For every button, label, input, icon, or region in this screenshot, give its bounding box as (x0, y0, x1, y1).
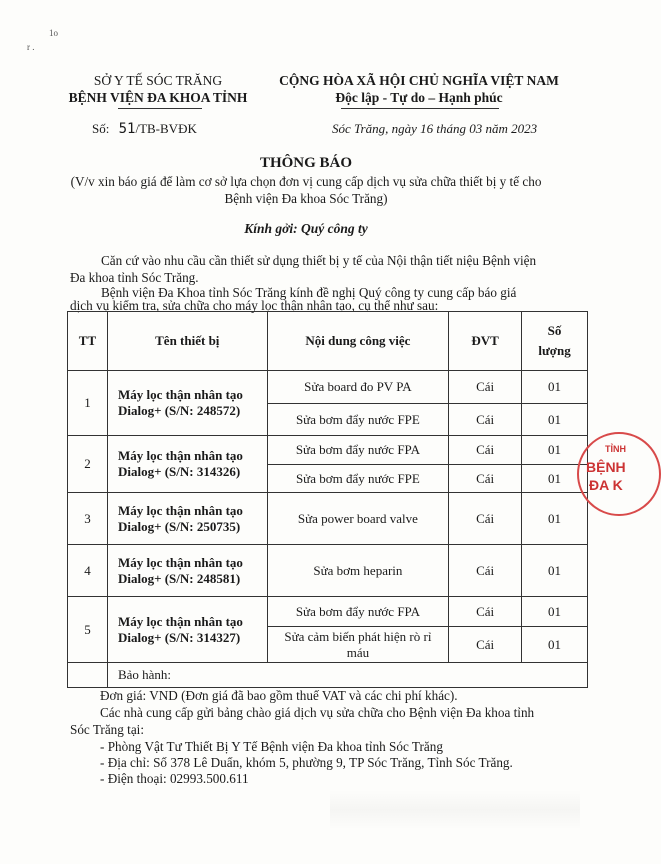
salutation: Kính gởi: Quý công ty (244, 221, 368, 236)
warranty-label: Bảo hành: (107, 663, 587, 688)
motto: Độc lập - Tự do – Hạnh phúc (335, 90, 503, 105)
row-number: 5 (68, 597, 108, 663)
task-qty: 01 (522, 597, 588, 627)
task-qty: 01 (522, 493, 588, 545)
subtitle-line2: Bệnh viện Đa khoa Sóc Trăng) (224, 191, 388, 206)
para1-line1: Căn cứ vào nhu cầu cần thiết sử dụng thiết bị y tế của Nội thận tiết niệu Bệnh viện (101, 253, 537, 268)
task-qty: 01 (522, 371, 588, 404)
para2-line1: Bệnh viện Đa Khoa tỉnh Sóc Trăng kính đề nghị Quý công ty cung cấp báo giá (101, 285, 517, 300)
header-device: Tên thiết bị (107, 312, 267, 371)
device-name: Máy lọc thận nhân tạo Dialog+ (S/N: 248572) (107, 371, 267, 436)
task-content: Sửa bơm đẩy nước FPA (267, 436, 449, 465)
bleed-through-shadow (330, 790, 580, 830)
contact-department: - Phòng Vật Tư Thiết Bị Y Tế Bệnh viện Đa khoa tỉnh Sóc Trăng (100, 739, 443, 754)
contact-phone: - Điện thoại: 02993.500.611 (100, 771, 249, 786)
table-row (68, 597, 588, 627)
hospital-name: BỆNH VIỆN ĐA KHOA TỈNH (68, 90, 248, 105)
right-header-underline (341, 108, 499, 109)
task-unit: Cái (449, 371, 522, 404)
task-content: Sửa cảm biến phát hiện rò rỉ máu (267, 627, 449, 663)
task-qty: 01 (522, 627, 588, 663)
document-title: THÔNG BÁO (259, 155, 353, 171)
row-number: 1 (68, 371, 108, 436)
task-unit: Cái (449, 597, 522, 627)
country-name: CỘNG HÒA XÃ HỘI CHỦ NGHĨA VIỆT NAM (279, 73, 559, 88)
document-number: Số: 51/TB-BVĐK (92, 121, 197, 137)
para1-line2: Đa khoa tỉnh Sóc Trăng. (70, 270, 199, 285)
warranty-row (68, 663, 588, 688)
repair-table (67, 311, 588, 688)
header-qty: Số lượng (522, 312, 588, 371)
submit-line1: Các nhà cung cấp gửi bảng chào giá dịch vụ sửa chữa cho Bệnh viện Đa khoa tỉnh (100, 705, 535, 720)
task-qty: 01 (522, 545, 588, 597)
table-row (68, 436, 588, 465)
left-header-underline (118, 108, 202, 109)
task-content: Sửa board đo PV PA (267, 371, 449, 404)
table-row (68, 371, 588, 404)
task-qty: 01 (522, 465, 588, 493)
device-name: Máy lọc thận nhân tạo Dialog+ (S/N: 250735) (107, 493, 267, 545)
device-name: Máy lọc thận nhân tạo Dialog+ (S/N: 248581) (107, 545, 267, 597)
row-number: 3 (68, 493, 108, 545)
para2-line2: dịch vụ kiểm tra, sửa chữa cho máy lọc thận nhân tạo, cụ thể như sau: (70, 298, 439, 313)
table-header-row (68, 312, 588, 371)
task-unit: Cái (449, 627, 522, 663)
contact-address: - Địa chỉ: Số 378 Lê Duẩn, khóm 5, phường 9, TP Sóc Trăng, Tỉnh Sóc Trăng. (100, 755, 513, 770)
header-content: Nội dung công việc (267, 312, 449, 371)
task-unit: Cái (449, 493, 522, 545)
red-stamp: TỈNH BỆNH ĐA K (577, 432, 661, 516)
table-row (68, 545, 588, 597)
task-unit: Cái (449, 465, 522, 493)
task-content: Sửa bơm heparin (267, 545, 449, 597)
submit-line2: Sóc Trăng tại: (70, 722, 145, 737)
task-unit: Cái (449, 436, 522, 465)
task-unit: Cái (449, 545, 522, 597)
device-name: Máy lọc thận nhân tạo Dialog+ (S/N: 314326) (107, 436, 267, 493)
handwritten-number: 51 (118, 121, 136, 137)
task-unit: Cái (449, 404, 522, 436)
row-number: 2 (68, 436, 108, 493)
device-name: Máy lọc thận nhân tạo Dialog+ (S/N: 314327) (107, 597, 267, 663)
subtitle-line1: (V/v xin báo giá để làm cơ sở lựa chọn đơn vị cung cấp dịch vụ sửa chữa thiết bị y tế cho (70, 174, 542, 189)
header-unit: ĐVT (449, 312, 522, 371)
task-qty: 01 (522, 436, 588, 465)
header-tt: TT (68, 312, 108, 371)
task-content: Sửa bơm đẩy nước FPA (267, 597, 449, 627)
ministry-name: SỞ Y TẾ SÓC TRĂNG (93, 73, 223, 88)
unit-price-note: Đơn giá: VND (Đơn giá đã bao gồm thuế VAT và các chi phí khác). (100, 688, 458, 703)
corner-mark: 1o (49, 28, 58, 38)
row-number: 4 (68, 545, 108, 597)
task-content: Sửa bơm đẩy nước FPE (267, 404, 449, 436)
task-qty: 01 (522, 404, 588, 436)
table-row (68, 493, 588, 545)
place-date: Sóc Trăng, ngày 16 tháng 03 năm 2023 (332, 121, 538, 136)
task-content: Sửa power board valve (267, 493, 449, 545)
task-content: Sửa bơm đẩy nước FPE (267, 465, 449, 493)
corner-mark-2: r . (27, 42, 35, 52)
